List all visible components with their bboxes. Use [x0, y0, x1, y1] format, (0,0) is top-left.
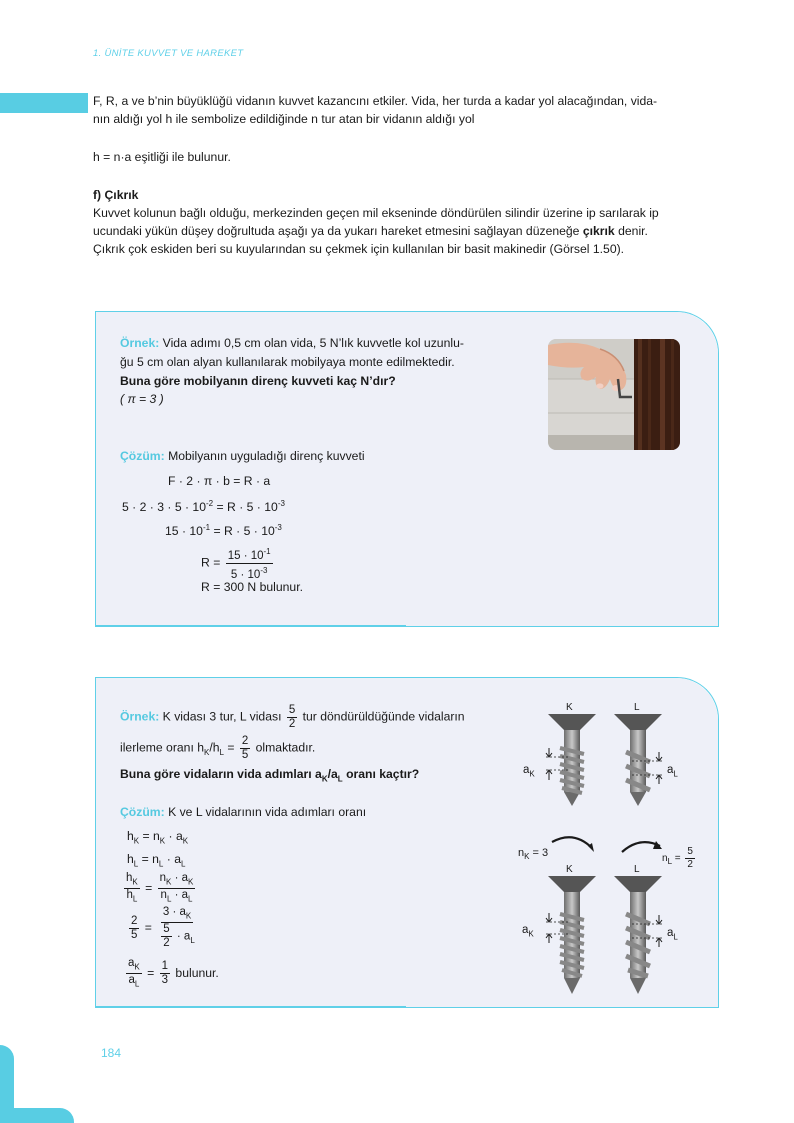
example-1-text-1: Vida adımı 0,5 cm olan vida, 5 N’lık kuvvetle kol uzunlu- — [159, 336, 464, 350]
eq2-right-exp: -3 — [277, 499, 285, 508]
s2-a-sub: L — [180, 859, 186, 869]
figure-label-al-top — [667, 764, 678, 778]
allen-key-photo-illustration — [548, 339, 680, 450]
nl-sub: L — [667, 857, 673, 867]
figure-label-ak-bottom — [522, 924, 534, 938]
s1-h: h — [127, 829, 134, 843]
figure-label-k-top: K — [566, 702, 573, 713]
example-1-given: ( π = 3 ) — [120, 392, 164, 406]
solution-2-label: Çözüm: — [120, 805, 165, 819]
solution-2-text: K ve L vidalarının vida adımları oranı — [164, 805, 367, 819]
s1-n-sub: K — [159, 836, 166, 846]
question-2-slash: /a — [327, 767, 338, 781]
ak-bottom-sub: K — [528, 929, 534, 939]
s3-right-num-n-sub: K — [166, 877, 172, 887]
eq4-left: R = — [201, 555, 224, 570]
ratio-h-sub-k: K — [204, 748, 210, 758]
intro-paragraph — [93, 92, 718, 128]
s3-left-num-sub: K — [132, 877, 138, 887]
solution-2-step-1 — [127, 829, 188, 845]
example-2-label: Örnek: — [120, 709, 160, 724]
allen-key-photo — [548, 339, 680, 450]
example-2-line-1 — [120, 704, 465, 731]
eq4-numerator-exp: -1 — [263, 547, 271, 556]
rotation-arrow-k — [552, 837, 592, 848]
example-2-line-2 — [120, 735, 315, 762]
example-1-right-border — [718, 355, 719, 626]
cikrik-line-1: Kuvvet kolunun bağlı olduğu, merkezinden geçen mil ekseninde döndürülen silindir üzerine ip sarılarak ip — [93, 206, 659, 220]
nl-denominator: 2 — [687, 859, 693, 870]
s3-left-den-sub: L — [132, 894, 138, 904]
s5-right-den: 3 — [161, 974, 169, 987]
ratio-h-sub-l: L — [219, 748, 224, 758]
al-bottom-a: a — [667, 927, 674, 939]
nl-fraction — [685, 846, 695, 871]
eq2-left-exp: -2 — [206, 499, 214, 508]
ratio-fraction — [240, 735, 250, 762]
screw-l-bottom — [614, 876, 662, 994]
s3-right-num-a-sub: K — [188, 877, 194, 887]
example-2-text-1: K vidası 3 tur, L vidası — [159, 709, 285, 724]
s3-left-fraction — [124, 872, 140, 906]
s2-h-sub: L — [133, 859, 139, 869]
cikrik-line-3: Çıkrık çok eskiden beri su kuyularından su çekmek için kullanılan bir basit makinedir (Görsel 1.50). — [93, 242, 625, 256]
ratio-h: ilerleme oranı h — [120, 740, 204, 755]
cikrik-line-2 — [93, 222, 718, 240]
ak-top-a: a — [523, 764, 530, 776]
ratio-equals: = — [223, 740, 238, 755]
intro-formula: h = n·a eşitliği ile bulunur. — [93, 150, 231, 164]
example-2-bottom-rule — [95, 1006, 406, 1008]
s5-right-num: 1 — [161, 960, 169, 973]
figure-label-al-bottom — [667, 927, 678, 941]
s3-left-num: h — [126, 872, 133, 884]
nk-n: n — [518, 847, 525, 859]
turns-denominator: 2 — [288, 718, 296, 730]
nl-numerator: 5 — [687, 846, 693, 857]
ratio-numerator: 2 — [241, 735, 249, 747]
eq4-denominator-exp: -3 — [260, 565, 268, 575]
s4-left-num: 2 — [131, 914, 138, 927]
s1-a: · a — [165, 829, 183, 843]
s1-n: = n — [139, 829, 160, 843]
solution-1-label: Çözüm: — [120, 449, 165, 463]
s5-left-den: a — [128, 974, 135, 987]
screw-k-bottom — [546, 876, 596, 994]
figure-label-l-bottom: L — [634, 864, 640, 875]
nk-sub: K — [524, 852, 530, 862]
s2-a: · a — [163, 852, 181, 866]
section-heading-cikrik: f) Çıkrık — [93, 188, 139, 202]
figure-label-l-top: L — [634, 702, 640, 713]
example-1-solution-line — [120, 449, 365, 463]
s4-right-den-a: · a — [173, 930, 191, 943]
s5-right-fraction — [160, 960, 170, 987]
example-1-line-1 — [120, 336, 464, 350]
solution-2-result: $\frac{a_K}{a_L}$ = $\frac{1}{3}$ bulunur. — [128, 957, 219, 989]
s4-right-num-sub: K — [185, 911, 192, 921]
figure-label-k-bottom: K — [566, 864, 573, 875]
eq3-right-exp: -3 — [274, 523, 282, 532]
eq3-left: 15 · 10 — [165, 524, 203, 539]
s4-nested-num: 5 — [163, 923, 170, 936]
nk-value: = 3 — [529, 847, 549, 859]
eq4-numerator: 15 · 10 — [227, 549, 264, 562]
s4-right-den-a-sub: L — [190, 936, 195, 946]
nl-equals: = — [672, 853, 684, 865]
intro-line-2: nın aldığı yol h ile sembolize edildiğinde n tur atan bir vidanın aldığı yol — [93, 112, 475, 126]
example-1-line-2: ğu 5 cm olan alyan kullanılarak mobilyaya monte edilmektedir. — [120, 355, 455, 369]
eq4-denominator: 5 · 10 — [230, 568, 261, 581]
example-1-label: Örnek: — [120, 336, 160, 350]
ak-bottom-a: a — [522, 924, 529, 936]
screw-k-top — [546, 714, 596, 806]
example-1-question: Buna göre mobilyanın direnç kuvveti kaç N’dır? — [120, 374, 396, 388]
s4-left-fraction — [129, 915, 139, 942]
screw-l-top — [614, 714, 662, 806]
question-2-sub-k: K — [321, 774, 328, 784]
s5-left-num: a — [128, 957, 135, 969]
s3-right-fraction — [158, 872, 196, 906]
s1-h-sub: K — [133, 836, 140, 846]
s3-left-den: h — [126, 889, 133, 902]
ak-top-sub: K — [529, 769, 535, 779]
s5-left-num-sub: K — [134, 962, 140, 972]
s3-right-num-a: · a — [171, 872, 189, 884]
s4-left-den: 5 — [131, 928, 138, 941]
header-tab-decoration — [0, 93, 88, 113]
intro-line-1: F, R, a ve b’nin büyüklüğü vidanın kuvvet kazancını etkiler. Vida, her turda a kadar yol alacağından, vida- — [93, 94, 658, 108]
unit-header: 1. ÜNİTE KUVVET VE HAREKET — [93, 48, 244, 59]
page-number: 184 — [101, 1046, 122, 1060]
figure-label-nk — [518, 847, 548, 861]
eq2-left: 5 · 2 · 3 · 5 · 10 — [122, 500, 206, 515]
figure-label-nl — [662, 846, 697, 871]
solution-1-text: Mobilyanın uyguladığı direnç kuvveti — [164, 449, 365, 463]
eq3-left-exp: -1 — [202, 523, 211, 532]
s4-nested-fraction — [161, 923, 171, 950]
s5-result-text: bulunur. — [172, 966, 219, 981]
example-1-bottom-rule — [95, 625, 406, 627]
s5-left-den-sub: L — [134, 979, 140, 989]
cikrik-paragraph — [93, 204, 718, 258]
solution-2-step-3: $\frac{h_K}{h_L}$ = $\frac{n_K \cdot a_K}{n_L \cdot a_L}$ — [126, 872, 194, 904]
al-bottom-sub: L — [673, 932, 678, 942]
question-2-text: Buna göre vidaların vida adımları a — [120, 767, 322, 781]
question-2-sub-l: L — [337, 774, 343, 784]
s3-right-den-n: n — [160, 889, 167, 902]
cikrik-term: çıkrık — [582, 224, 615, 238]
s3-right-den-n-sub: L — [166, 894, 172, 904]
ratio-denominator: 5 — [241, 749, 249, 761]
s2-n-sub: L — [158, 859, 164, 869]
s3-right-den-a-sub: L — [188, 894, 193, 904]
s1-a-sub: K — [182, 836, 189, 846]
turns-numerator: 5 — [288, 704, 296, 716]
s2-h: h — [127, 852, 134, 866]
s3-right-num-n: n — [159, 872, 167, 884]
equation-4 — [201, 545, 275, 582]
equation-1: F · 2 · π · b = R · a — [168, 474, 271, 488]
example-1-bottom-border — [406, 626, 719, 627]
s5-left-fraction — [126, 957, 142, 991]
equation-3 — [165, 523, 282, 538]
corner-decoration-horizontal — [0, 1108, 74, 1123]
equation-5: R = 300 N bulunur. — [201, 580, 303, 594]
equation-2 — [122, 499, 285, 514]
s2-n: = n — [138, 852, 159, 866]
question-2-end: oranı kaçtır? — [342, 767, 420, 781]
example-2-question — [120, 767, 419, 783]
nl-n: n — [662, 853, 668, 865]
eq4-fraction — [226, 545, 273, 582]
figure-label-ak-top — [523, 764, 535, 778]
example-2-text-2-end: olmaktadır. — [252, 740, 316, 755]
eq2-right: = R · 5 · 10 — [213, 500, 278, 515]
example-2-bottom-border — [406, 1007, 719, 1008]
solution-2-step-2 — [127, 852, 185, 868]
s4-nested-den: 2 — [163, 937, 170, 950]
eq3-right: = R · 5 · 10 — [210, 524, 275, 539]
turns-fraction — [287, 704, 297, 731]
s3-right-den-a: · a — [171, 889, 189, 902]
cikrik-line-2-text: ucundaki yükün düşey doğrultuda aşağı ya da yukarı hareket etmesini sağlayan düzeneğe — [93, 224, 583, 238]
example-2-text-1-end: tur döndürüldüğünde vidaların — [299, 709, 465, 724]
al-top-sub: L — [673, 769, 678, 779]
cikrik-line-2-end: denir. — [614, 224, 648, 238]
example-2-solution-line — [120, 805, 366, 819]
solution-2-step-4: $\frac{2}{5}$ = $3 \cdot a_K$ $\frac{5}{2}$ · $a_L$ — [131, 906, 195, 950]
ratio-slash-h: /h — [209, 740, 220, 755]
s4-right-fraction — [157, 906, 196, 950]
al-top-a: a — [667, 764, 674, 776]
s4-right-num: 3 · a — [162, 906, 186, 918]
